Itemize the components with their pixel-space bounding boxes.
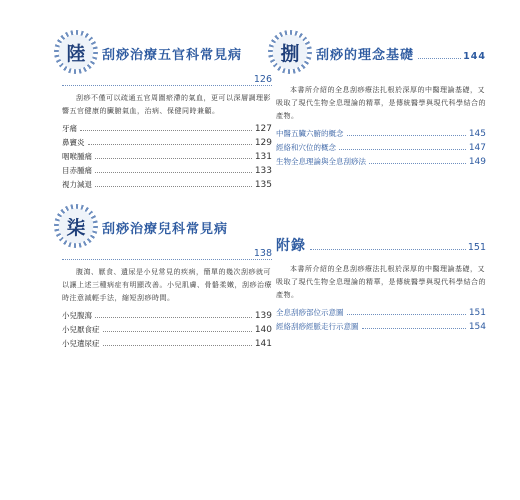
entry-label: 目赤腫痛 [62,166,92,175]
toc-entry[interactable] [62,150,272,164]
right-column [276,38,486,334]
dot-leader [95,186,252,187]
chapter-badge-icon [54,30,98,74]
entry-label: 小兒腹瀉 [62,311,92,320]
entry-label: 小兒厭食症 [62,325,100,334]
chapter-7 [62,212,272,351]
chapter-8 [276,38,486,169]
entry-label: 全息刮痧部位示意圖 [276,308,344,317]
entry-page: 139 [254,311,272,321]
chapter-description: 刮痧不僅可以疏通五官周圍瘀滯的氣血，更可以深層調理影響五官健康的臟腑氣血，治病、保健同時兼顧。 [62,94,271,115]
appendix-title-row [276,235,486,257]
appendix-page: 151 [467,242,486,253]
dot-leader [88,144,252,145]
toc-entry[interactable] [62,164,272,178]
dot-leader [103,345,252,346]
chapter-number: 陸 [66,42,86,65]
entry-label: 經絡和穴位的概念 [276,143,336,152]
appendix [276,235,486,334]
dot-leader [95,158,252,159]
toc-entry[interactable] [276,155,486,169]
dot-leader [339,149,466,150]
dot-leader [80,130,252,131]
chapter-page: 144 [463,51,486,62]
entry-label: 咽喉腫痛 [62,152,92,161]
chapter-8-heading [276,38,486,78]
dot-leader [362,328,466,329]
chapter-description: 本書所介紹的全息刮痧療法扎根於深厚的中醫理論基礎，又吸取了現代生物全息理論的精華，是傳統醫學與現代科學結合的產物。 [276,86,486,120]
entry-page: 135 [254,180,272,190]
toc-entry[interactable] [276,320,486,334]
entry-page: 133 [254,166,272,176]
chapter-title: 刮痧治療兒科常見病 [102,222,229,237]
chapter-number: 捌 [280,42,300,65]
dot-leader [95,172,252,173]
toc-entry[interactable] [276,141,486,155]
toc-entry[interactable] [62,136,272,150]
toc-entry[interactable] [62,309,272,323]
chapter-badge-icon [54,204,98,248]
toc-entry[interactable] [276,127,486,141]
entry-page: 140 [254,325,272,335]
appendix-description: 本書所介紹的全息刮痧療法扎根於深厚的中醫理論基礎，又吸取了現代生物全息理論的精華，是傳統醫學與現代科學結合的產物。 [276,265,486,299]
entry-label: 鼻竇炎 [62,138,85,147]
dot-leader [103,331,252,332]
chapter-6 [62,38,272,192]
entry-page: 131 [254,152,272,162]
dot-leader [369,163,466,164]
entry-label: 視力減退 [62,180,92,189]
chapter-title-row [316,44,486,63]
toc-entry[interactable] [62,178,272,192]
toc-entry[interactable] [276,306,486,320]
chapter-description: 腹瀉、厭食、遺尿是小兒常見的疾病，簡單的幾次刮痧就可以讓上述三種病症有明顯改善。小兒肌膚、骨骼柔嫩，刮痧治療時注意減輕手法，縮短刮痧時間。 [62,268,272,302]
entry-label: 經絡刮痧經脈走行示意圖 [276,322,359,331]
entry-page: 129 [254,138,272,148]
entry-page: 151 [468,308,486,318]
entry-label: 小兒遺尿症 [62,339,100,348]
entry-page: 147 [468,143,486,153]
chapter-7-heading [62,212,272,252]
toc-entry[interactable] [62,122,272,136]
entry-page: 149 [468,157,486,167]
toc-entry[interactable] [62,323,272,337]
dot-leader [95,317,252,318]
left-column [62,38,272,351]
entry-label: 生物全息理論與全息刮痧法 [276,157,366,166]
chapter-title: 刮痧治療五官科常見病 [102,48,243,63]
entry-label: 中醫五臟六腑的概念 [276,129,344,138]
chapter-6-heading [62,38,272,78]
chapter-page: 138 [62,248,272,260]
chapter-badge-icon [268,30,312,74]
chapter-title: 刮痧的理念基礎 [316,48,415,63]
dot-leader [310,249,466,250]
entry-page: 145 [468,129,486,139]
appendix-title: 附錄 [276,238,306,254]
dot-leader [418,58,461,59]
chapter-page: 126 [62,74,272,86]
entry-label: 牙痛 [62,124,77,133]
dot-leader [347,314,466,315]
entry-page: 127 [254,124,272,134]
dot-leader [347,135,466,136]
entry-page: 154 [468,322,486,332]
chapter-number: 柒 [66,216,86,239]
toc-entry[interactable] [62,337,272,351]
entry-page: 141 [254,339,272,349]
